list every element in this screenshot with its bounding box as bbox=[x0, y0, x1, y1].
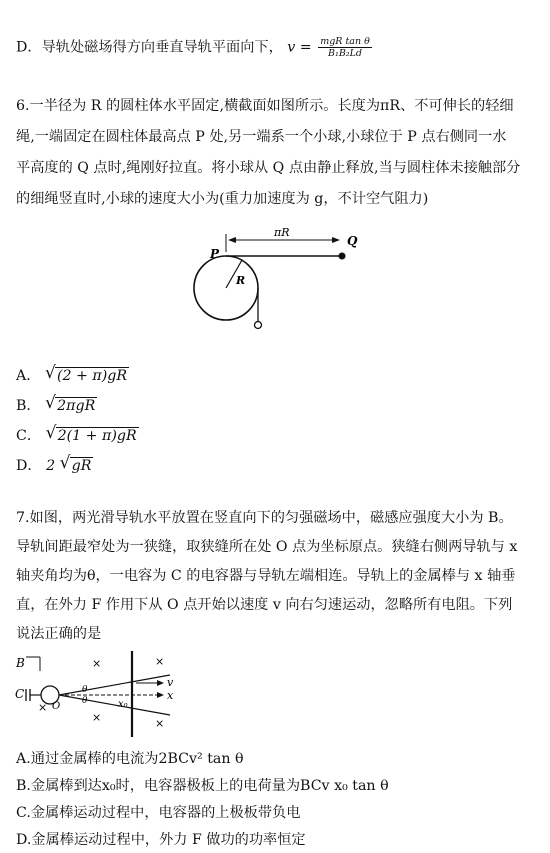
length-arrow-left-head bbox=[228, 237, 236, 243]
label-x: x bbox=[167, 689, 174, 702]
q6-option-a-radicand: (2 + π)gR bbox=[56, 368, 128, 384]
q6-option-a-label: A． bbox=[16, 368, 41, 384]
q7-option-b: B.金属棒到达x₀时，电容器极板上的电荷量为BCv x₀ tan θ bbox=[16, 778, 389, 794]
q7-option-d: D.金属棒运动过程中，外力 F 做功的功率恒定 bbox=[16, 832, 306, 848]
q7-rails-figure bbox=[10, 645, 180, 740]
q5-option-d-label: D．导轨处磁场得方向垂直导轨平面向下， bbox=[16, 39, 283, 56]
ball-hanging bbox=[255, 322, 262, 329]
q6-option-b bbox=[16, 393, 97, 416]
q7-stem-line-4: 直，在外力 F 作用下从 O 点开始以速度 v 向右匀速运动，忽略所有电阻。下列 bbox=[16, 597, 513, 613]
label-x0: x₀ bbox=[118, 699, 128, 710]
q7-option-a: A.通过金属棒的电流为2BCv² tan θ bbox=[16, 751, 244, 767]
q6-option-b-label: B． bbox=[16, 398, 41, 414]
label-q: Q bbox=[347, 234, 358, 248]
q6-option-c-radicand: 2(1 + π)gR bbox=[57, 428, 137, 444]
q5-option-d bbox=[16, 36, 372, 59]
length-arrow-right-head bbox=[332, 237, 340, 243]
q6-option-d-radicand: gR bbox=[71, 458, 92, 474]
q6-option-d bbox=[16, 453, 93, 476]
q6-option-a bbox=[16, 363, 129, 386]
mark-1: × bbox=[92, 657, 102, 670]
q7-stem-line-1: 7.如图，两光滑导轨水平放置在竖直向下的匀强磁场中，磁感应强度大小为 B。 bbox=[16, 510, 513, 526]
label-r: R bbox=[236, 274, 246, 287]
label-c: C bbox=[15, 687, 25, 701]
q6-stem-line-4: 的细绳竖直时,小球的速度大小为(重力加速度为 g，不计空气阻力) bbox=[16, 191, 429, 207]
label-o: O bbox=[52, 701, 61, 712]
q6-stem-line-1: 6.一半径为 R 的圆柱体水平固定,横截面如图所示。长度为πR、不可伸长的轻细 bbox=[16, 98, 514, 114]
x-axis-arrow bbox=[157, 692, 164, 698]
velocity-arrow-head bbox=[157, 680, 164, 686]
label-p: P bbox=[210, 247, 220, 261]
q6-option-b-radicand: 2πgR bbox=[57, 398, 96, 414]
q5-fraction-numerator: mgR tan θ bbox=[320, 36, 370, 47]
q6-cylinder-figure bbox=[180, 222, 360, 342]
label-pi-r: πR bbox=[274, 226, 290, 239]
label-b: B bbox=[16, 656, 25, 670]
q7-stem-line-3: 轴夹角均为θ，一电容为 C 的电容器与导轨左端相连。导轨上的金属棒与 x 轴垂 bbox=[16, 568, 516, 584]
ball-q bbox=[339, 253, 346, 260]
mark-5: × bbox=[155, 717, 165, 730]
q6-option-c-label: C． bbox=[16, 428, 42, 444]
label-theta-2: θ bbox=[82, 696, 88, 706]
rail-lower bbox=[59, 695, 170, 715]
q6-option-c-sqrt: √ 2(1 + π)gR bbox=[45, 423, 137, 444]
q7-stem-line-5: 说法正确的是 bbox=[16, 626, 102, 642]
q5-fraction-denominator: B₁B₂Ld bbox=[328, 48, 363, 59]
q6-option-d-coef: 2 bbox=[46, 458, 56, 474]
q6-stem-line-2: 绳,一端固定在圆柱体最高点 P 处,另一端系一个小球,小球位于 P 点右侧同一水 bbox=[16, 129, 507, 145]
q6-option-c bbox=[16, 423, 139, 446]
mark-2: × bbox=[155, 655, 165, 668]
q6-option-b-sqrt: √ 2πgR bbox=[45, 393, 96, 414]
label-theta-1: θ bbox=[82, 685, 88, 695]
q6-stem-line-3: 平高度的 Q 点时,绳刚好拉直。将小球从 Q 点由静止释放,当与圆柱体未接触部分 bbox=[16, 160, 521, 176]
q7-stem-line-2: 导轨间距最窄处为一狭缝，取狭缝所在处 O 点为坐标原点。狭缝右侧两导轨与 x bbox=[16, 539, 518, 555]
q6-option-d-label: D． bbox=[16, 458, 42, 474]
q6-option-a-sqrt: √ (2 + π)gR bbox=[44, 363, 128, 384]
mark-4: × bbox=[92, 711, 102, 724]
q5-option-d-lhs: v = bbox=[287, 39, 312, 56]
rail-upper bbox=[59, 675, 170, 695]
mark-3: × bbox=[38, 701, 48, 714]
q5-option-d-fraction bbox=[318, 36, 372, 59]
q6-option-d-sqrt: √ gR bbox=[59, 453, 92, 474]
q7-option-c: C.金属棒运动过程中，电容器的上极板带负电 bbox=[16, 805, 301, 821]
label-v: v bbox=[167, 676, 174, 689]
